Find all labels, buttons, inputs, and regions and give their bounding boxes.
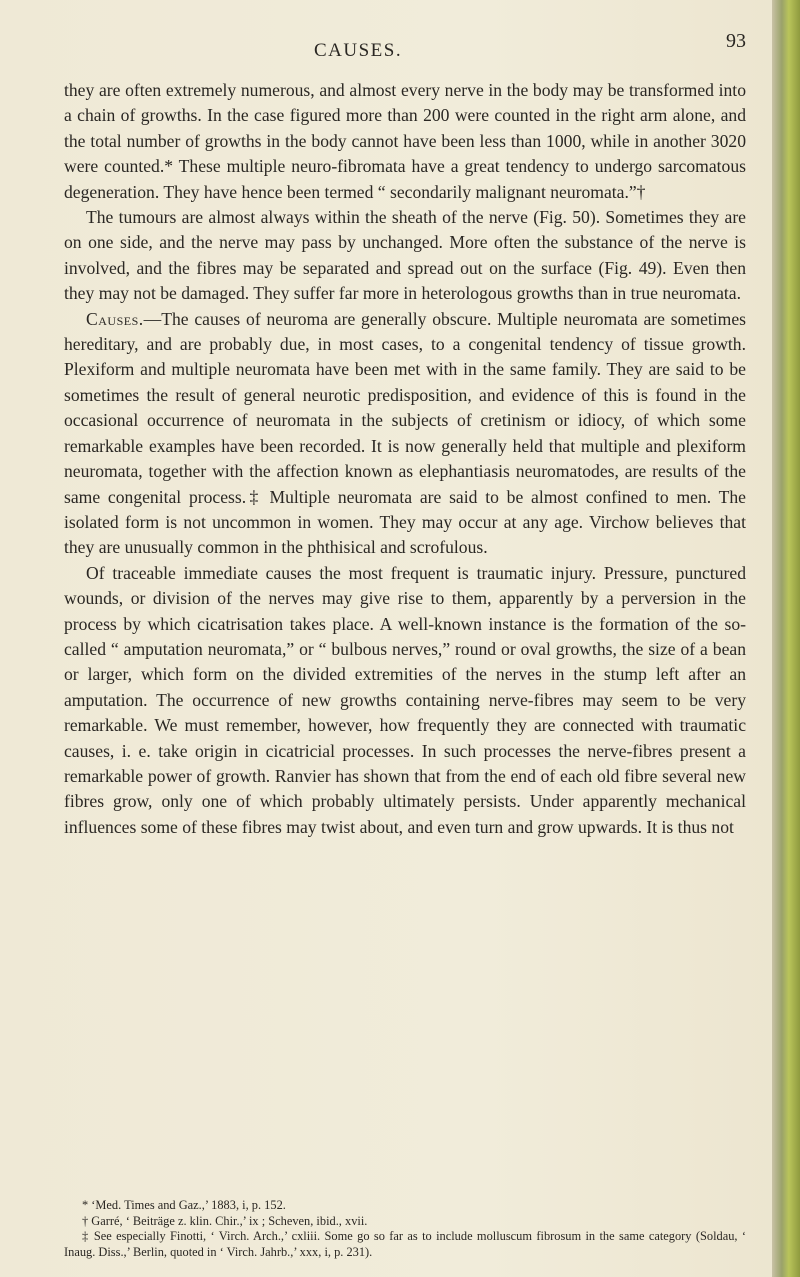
paragraph: they are often extremely numerous, and almost every nerve in the body may be transformed into a chain of growths. In the case figured more than 200 were counted in the right arm alone, and the total number of growths in the body cannot have been less than 1000, while in another 3020 were counted.* These multiple neuro-fibromata have a great tendency to undergo sarcomatous degeneration. They have hence been termed “ secondarily malignant neuromata.”† bbox=[64, 80, 746, 202]
body-text bbox=[64, 78, 746, 840]
page-number: 93 bbox=[726, 30, 746, 52]
page-header bbox=[64, 30, 746, 66]
footnote: ‡ See especially Finotti, ‘ Virch. Arch.,’ cxliii. Some go so far as to include molluscum fibrosum in the same category (Soldau, ‘ Inaug. Diss.,’ Berlin, quoted in ‘ Virch. Jahrb.,’ xxx, i, p. 231). bbox=[64, 1229, 746, 1259]
section-heading: Causes. bbox=[86, 308, 144, 329]
paragraph: Of traceable immediate causes the most frequent is traumatic injury. Pressure, punctured wounds, or division of the nerves may give rise to them, apparently by a perversion in the process by which cicatrisation takes place. A well-known instance is the formation of the so-called “ amputation neuromata,” or “ bulbous nerves,” round or oval growths, the size of a bean or larger, which form on the divided extremities of the nerves in the stump left after an amputation. The occurrence of new growths containing nerve-fibres may seem to be very remarkable. We must remember, however, how frequently they are connected with traumatic causes, i. e. take origin in cicatricial processes. In such processes the nerve-fibres present a remarkable power of growth. Ranvier has shown that from the end of each old fibre several new fibres grow, only one of which probably ultimately persists. Under apparently mechanical influences some of these fibres may twist about, and even turn and grow upwards. It is thus not bbox=[64, 562, 746, 837]
paragraph bbox=[64, 307, 746, 561]
footnotes bbox=[64, 1198, 746, 1260]
paragraph: The tumours are almost always within the sheath of the nerve (Fig. 50). Sometimes they are on one side, and the nerve may pass by unchanged. More often the substance of the nerve is involved, and the fibres may be separated and spread out on the surface (Fig. 49). Even then they may not be damaged. They suffer far more in heterologous growths than in true neuromata. bbox=[64, 207, 746, 304]
footnote: * ‘Med. Times and Gaz.,’ 1883, i, p. 152. bbox=[82, 1198, 286, 1212]
footnote: † Garré, ‘ Beiträge z. klin. Chir.,’ ix ; Scheven, ibid., xvii. bbox=[82, 1213, 368, 1228]
paragraph-text: —The causes of neuroma are generally obscure. Multiple neuromata are sometimes hereditary, and are probably due, in most cases, to a congenital tendency of tissue growth. Plexiform and multiple neuromata have been met with in the same family. They are said to be sometimes the result of general neurotic predisposition, and evidence of this is found in the occasional occurrence of neuromata in the subjects of cretinism or idiocy, of which some remarkable examples have been recorded. It is now generally held that multiple and plexiform neuromata, together with the affection known as elephantiasis neuromatodes, are results of the same congenital process.‡ Multiple neuromata are said to be almost confined to men. The isolated form is not uncommon in women. They may occur at any age. Virchow believes that they are unusually common in the phthisical and scrofulous. bbox=[64, 308, 746, 558]
running-head: CAUSES. bbox=[314, 40, 403, 61]
page-binding-edge bbox=[772, 0, 800, 1277]
